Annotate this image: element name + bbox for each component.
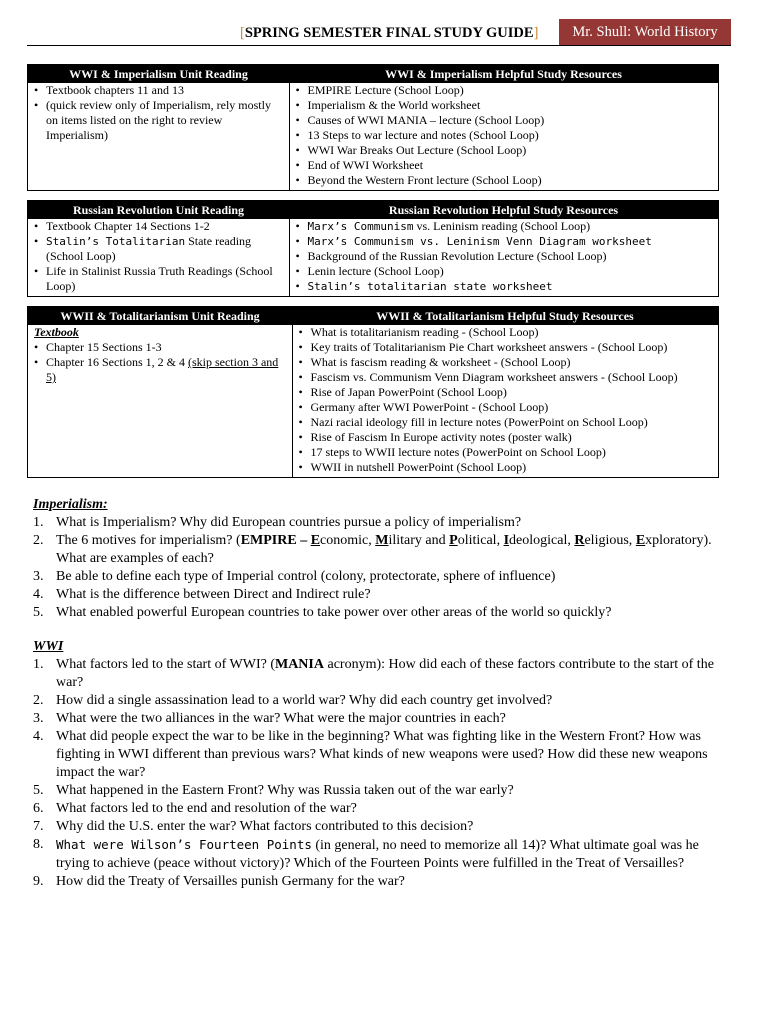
question-text: What is the difference between Direct and Indirect rule? [56,587,371,602]
list-item [296,234,715,249]
question-number: 2. [33,533,44,548]
list-item: • Key traits of Totalitarianism Pie Chart worksheet answers - (School Loop) [299,340,715,355]
question-number: 3. [33,569,44,584]
title-bracket-open: [ [240,25,245,41]
question-item [33,710,733,728]
list-item: • Chapter 15 Sections 1-3 [34,340,288,355]
question-item [33,873,733,891]
question-text: (in general, no need to memorize all 14)? What ultimate goal was he trying to achieve (peace without victory)? Which of the Fourteen Points were fulfilled in the Treat of Versailles? [56,838,699,871]
question-number: 6. [33,801,44,816]
question-item [33,728,733,782]
empire-acronym: EMPIRE – [240,533,308,548]
list-item [34,234,285,264]
teacher-label: Mr. Shull: World History [559,19,731,46]
list-item-rest: vs. Leninism reading (School Loop) [413,219,591,233]
question-number: 5. [33,783,44,798]
motive-letter: M [375,533,389,548]
mania-acronym: MANIA [274,657,324,672]
motive-rest: conomic, [320,533,376,548]
russian-revolution-table [27,200,719,297]
list-item-sans-run: Stalin’s Totalitarian [46,235,186,248]
motive-letter: E [635,533,646,548]
list-item: • (quick review only of Imperialism, rely mostly on items listed on the right to review Imperialism) [34,98,285,143]
question-number: 4. [33,729,44,744]
list-item [296,219,715,234]
list-item: • What is totalitarianism reading - (School Loop) [299,325,715,340]
list-item: • End of WWI Worksheet [296,158,715,173]
question-text: What factors led to the end and resolution of the war? [56,801,357,816]
list-item-sans-run: Stalin’s totalitarian state worksheet [307,280,553,293]
table-header-reading: WWI & Imperialism Unit Reading [28,65,289,83]
resources-cell [292,325,718,477]
table-header-resources: Russian Revolution Helpful Study Resources [289,201,718,219]
list-item: • What is fascism reading & worksheet - (School Loop) [299,355,715,370]
question-number: 4. [33,587,44,602]
list-item [34,355,288,385]
motive-rest: eligious, [584,533,636,548]
imperialism-section [33,496,733,622]
question-item [33,568,733,586]
question-number: 2. [33,693,44,708]
motive-rest: xploratory). What are examples of each? [56,533,712,566]
question-number: 8. [33,837,44,852]
table-header-reading: WWII & Totalitarianism Unit Reading [28,307,292,325]
question-number: 9. [33,874,44,889]
resources-cell [289,219,718,296]
motive-letter: R [574,533,585,548]
wwi-imperialism-table [27,64,719,191]
motive-rest: olitical, [457,533,504,548]
question-text: What factors led to the start of WWI? ( [56,657,275,672]
motive-rest: deological, [509,533,575,548]
list-item: • Beyond the Western Front lecture (School Loop) [296,173,715,188]
question-text: What enabled powerful European countries to take power over other areas of the world so quickly? [56,605,612,620]
table-header-resources: WWII & Totalitarianism Helpful Study Resources [292,307,718,325]
question-item [33,692,733,710]
list-item: • Textbook chapters 11 and 13 [34,83,285,98]
list-item: • EMPIRE Lecture (School Loop) [296,83,715,98]
question-number: 7. [33,819,44,834]
wwi-section [33,638,733,891]
list-item-text: Chapter 16 Sections 1, 2 & 4 [46,355,188,369]
question-text: The 6 motives for imperialism? ( [56,533,241,548]
question-item [33,604,733,622]
list-item-rest: State reading (School Loop) [46,234,252,263]
question-text: Be able to define each type of Imperial control (colony, protectorate, sphere of influence) [56,569,556,584]
list-item: • Rise of Fascism In Europe activity notes (poster walk) [299,430,715,445]
textbook-label: Textbook [34,325,79,339]
question-number: 3. [33,711,44,726]
question-text: How did the Treaty of Versailles punish Germany for the war? [56,874,405,889]
section-heading: WWI [33,639,64,654]
list-item: • Life in Stalinist Russia Truth Readings (School Loop) [34,264,285,294]
question-item [33,532,733,568]
question-number: 5. [33,605,44,620]
list-item-sans-run: Marx’s Communism vs. Leninism Venn Diagram worksheet [307,235,652,248]
list-item: • Lenin lecture (School Loop) [296,264,715,279]
table-header-reading: Russian Revolution Unit Reading [28,201,289,219]
reading-cell [28,325,292,477]
list-item-sans-run: Marx’s Communism [307,220,414,233]
list-item: • WWI War Breaks Out Lecture (School Loop) [296,143,715,158]
list-item: • Background of the Russian Revolution Lecture (School Loop) [296,249,715,264]
question-item [33,818,733,836]
list-item: • WWII in nutshell PowerPoint (School Loop) [299,460,715,475]
question-number: 1. [33,515,44,530]
question-item [33,800,733,818]
list-item: • Nazi racial ideology fill in lecture notes (PowerPoint on School Loop) [299,415,715,430]
list-item: • Rise of Japan PowerPoint (School Loop) [299,385,715,400]
list-item [296,279,715,294]
list-item: • Causes of WWI MANIA – lecture (School Loop) [296,113,715,128]
question-item [33,586,733,604]
question-item [33,656,733,692]
list-item: • Imperialism & the World worksheet [296,98,715,113]
wilson-points-text: What were Wilson’s Fourteen Points [56,837,312,852]
question-text: What happened in the Eastern Front? Why was Russia taken out of the war early? [56,783,514,798]
list-item-underlined: (skip section 3 and 5) [46,355,279,384]
header-divider [27,45,731,46]
resources-cell [289,83,718,190]
title-text: SPRING SEMESTER FINAL STUDY GUIDE [244,25,534,41]
wwii-totalitarianism-table [27,306,719,478]
question-text: acronym): How did each of these factors contribute to the start of the war? [56,657,714,690]
list-item: • Germany after WWI PowerPoint - (School Loop) [299,400,715,415]
question-item [33,514,733,532]
question-number: 1. [33,657,44,672]
question-text: What did people expect the war to be like in the beginning? What was fighting like in the Western Front? How was fighting in WWI different than previous wars? What kinds of new weapons were used? How did these new weapons impact the war? [56,729,708,780]
question-item [33,782,733,800]
table-header-resources: WWI & Imperialism Helpful Study Resources [289,65,718,83]
question-text: How did a single assassination lead to a world war? Why did each country get involved? [56,693,553,708]
reading-cell [28,219,289,296]
question-text: What is Imperialism? Why did European countries pursue a policy of imperialism? [56,515,522,530]
motive-letter: P [449,533,458,548]
list-item: • Fascism vs. Communism Venn Diagram worksheet answers - (School Loop) [299,370,715,385]
question-text: What were the two alliances in the war? What were the major countries in each? [56,711,506,726]
section-heading: Imperialism: [33,497,108,512]
list-item: • 13 Steps to war lecture and notes (School Loop) [296,128,715,143]
question-item [33,836,733,873]
study-guide-title [240,22,538,44]
reading-cell [28,83,289,190]
list-item: • 17 steps to WWII lecture notes (PowerPoint on School Loop) [299,445,715,460]
motive-letter: I [503,533,510,548]
motive-letter: E [310,533,321,548]
motive-rest: ilitary and [388,533,450,548]
list-item: • Textbook Chapter 14 Sections 1-2 [34,219,285,234]
title-bracket-close: ] [533,25,539,41]
question-text: Why did the U.S. enter the war? What factors contributed to this decision? [56,819,474,834]
